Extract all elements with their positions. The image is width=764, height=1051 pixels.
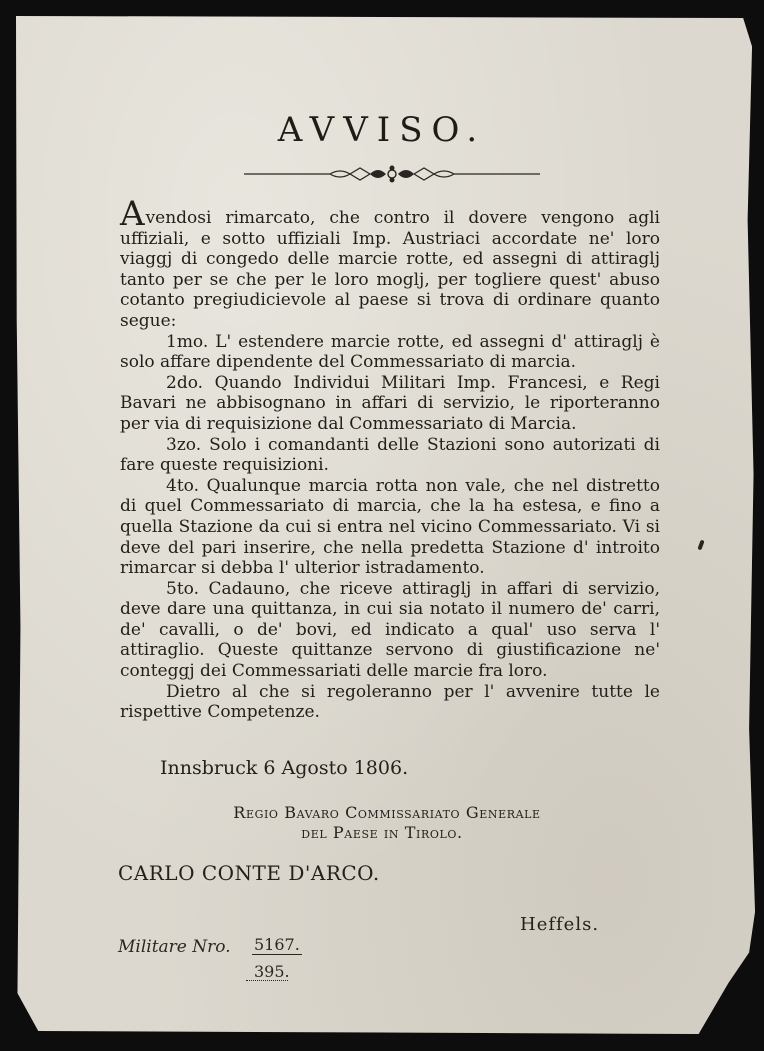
- paragraph-item-3: 3zo. Solo i comandanti delle Stazioni sono autorizati di fare queste requisizioni.: [120, 434, 660, 476]
- signatory-name: CARLO CONTE D'ARCO.: [118, 861, 380, 885]
- paragraph-item-5: 5to. Cadauno, che riceve attiraglj in affari di servizio, deve dare una quittanza, in cui sia notato il numero de' carri, de' cavalli, o de' bovi, ed indicato a qual' uso serva l' attiraglio. Queste quittanze servono di giustificazione ne' conteggj dei Commessariati delle marcie fra loro.: [120, 578, 660, 682]
- paragraph-intro-text: vendosi rimarcato, che contro il dovere vengono agli uffiziali, e sotto uffiziali Imp. Austriaci accordate ne' loro viaggj di congedo delle marcie rotte, ed assegni di attiraglj tanto per se che per le loro moglj, per togliere quest' abuso cotanto pregiudicievole al paese si trova di ordinare quanto segue:: [120, 208, 660, 331]
- paragraph-item-1: 1mo. L' estendere marcie rotte, ed assegni d' attiraglj è solo affare dipendente del Commessariato di marcia.: [120, 331, 660, 373]
- registry-sub-number: 395.: [254, 962, 290, 981]
- date-line: Innsbruck 6 Agosto 1806.: [160, 757, 409, 779]
- registry-underline: [246, 980, 288, 981]
- paragraph-closing: Dietro al che si regoleranno per l' avvenire tutte le rispettive Competenze.: [120, 681, 660, 723]
- notice-body: [120, 194, 660, 723]
- registry-label: Militare Nro.: [118, 937, 231, 957]
- drop-cap: A: [120, 194, 145, 234]
- authority-line-2: del Paese in Tirolo.: [301, 823, 463, 842]
- countersignature: Heffels.: [520, 914, 600, 935]
- paragraph-item-2: 2do. Quando Individui Militari Imp. Francesi, e Regi Bavari ne abbisognano in affari di servizio, le riporteranno per via di requisizione dal Commessariato di Marcia.: [120, 372, 660, 434]
- ornament-divider: [242, 162, 542, 186]
- paragraph-intro: [120, 194, 660, 332]
- registry-number: 5167.: [254, 935, 300, 954]
- paragraph-item-4: 4to. Qualunque marcia rotta non vale, che nel distretto di quel Commessariato di marcia, che la ha estesa, e fino a quella Stazione da cui si entra nel vicino Commessariato. Vi si deve del pari inserire, che nella predetta Stazione d' introito rimarcar si debba l' ulterior istradamento.: [120, 475, 660, 579]
- document-title: AVVISO.: [277, 110, 487, 150]
- authority-line-1: Regio Bavaro Commissariato Generale: [233, 803, 541, 822]
